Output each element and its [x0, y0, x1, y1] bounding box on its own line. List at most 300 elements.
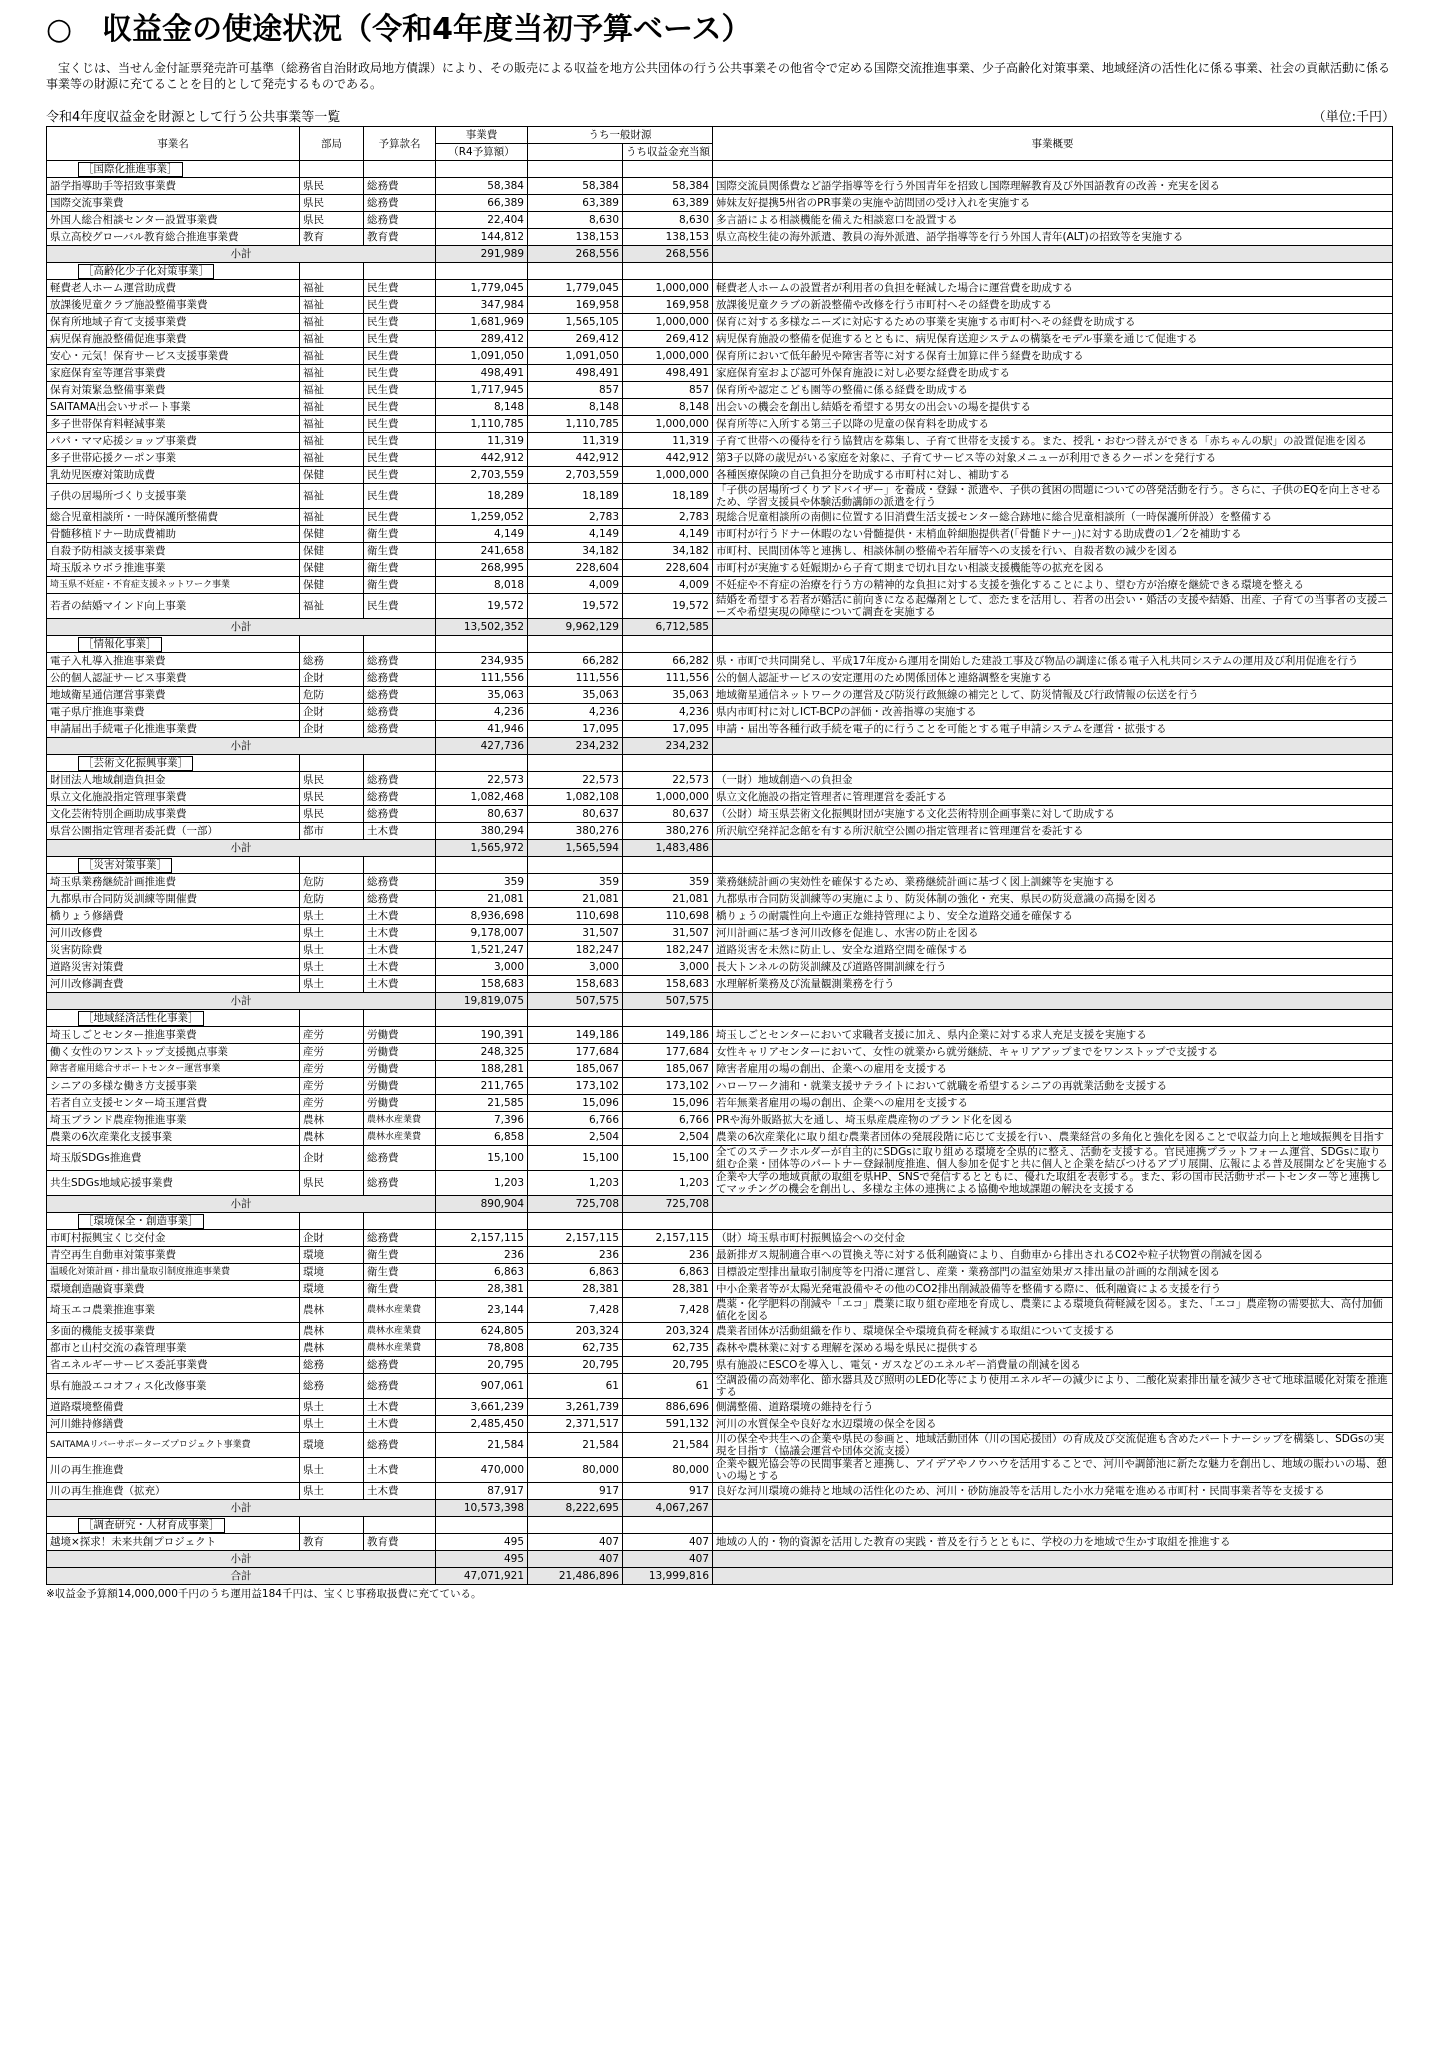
project-name: 病児保育施設整備促進事業費	[47, 331, 300, 348]
project-name: 河川維持修繕費	[47, 1416, 300, 1433]
category-row	[47, 263, 1393, 280]
summary-cell: 河川の水質保全や良好な水辺環境の保全を図る	[713, 1416, 1393, 1433]
empty-cell	[528, 636, 623, 653]
project-table	[46, 126, 1393, 1585]
lottery-cell: 1,000,000	[623, 467, 713, 484]
summary-cell: 空調設備の高効率化、節水器具及び照明のLED化等により使用エネルギーの減少により、二酸化炭素排出量を減少させて地球温暖化対策を推進する	[713, 1374, 1393, 1399]
lottery-cell: 6,766	[623, 1112, 713, 1129]
dept-cell: 県土	[300, 942, 364, 959]
table-row	[47, 1357, 1393, 1374]
table-row	[47, 704, 1393, 721]
general-cell: 80,000	[528, 1458, 623, 1483]
total-cost: 47,071,921	[436, 1568, 528, 1585]
dept-cell: 農林	[300, 1340, 364, 1357]
table-body	[47, 161, 1393, 1585]
dept-cell: 産労	[300, 1078, 364, 1095]
table-row	[47, 560, 1393, 577]
category-cell	[47, 857, 300, 874]
general-cell: 182,247	[528, 942, 623, 959]
table-row	[47, 1095, 1393, 1112]
account-cell: 土木費	[364, 1458, 436, 1483]
empty-cell	[300, 636, 364, 653]
account-cell: 民生費	[364, 416, 436, 433]
cost-cell: 190,391	[436, 1027, 528, 1044]
subtotal-lottery: 6,712,585	[623, 619, 713, 636]
general-cell: 138,153	[528, 229, 623, 246]
lottery-cell: 169,958	[623, 297, 713, 314]
category-label: ［環境保全・創造事業］	[78, 1214, 204, 1229]
dept-cell: 農林	[300, 1129, 364, 1146]
cost-cell: 211,765	[436, 1078, 528, 1095]
subtotal-cost: 890,904	[436, 1196, 528, 1213]
cost-cell: 1,110,785	[436, 416, 528, 433]
lottery-cell: 1,000,000	[623, 348, 713, 365]
account-cell: 総務費	[364, 1230, 436, 1247]
table-row	[47, 670, 1393, 687]
summary-cell: 出会いの機会を創出し結婚を希望する男女の出会いの場を提供する	[713, 399, 1393, 416]
empty-cell	[300, 161, 364, 178]
subtotal-row	[47, 1551, 1393, 1568]
subtotal-row	[47, 1500, 1393, 1517]
summary-cell: 県立高校生徒の海外派遣、教員の海外派遣、語学指導等を行う外国人青年(ALT)の招致等を実施する	[713, 229, 1393, 246]
category-label: ［災害対策事業］	[78, 858, 172, 873]
header-lottery: うち収益金充当額	[623, 144, 713, 161]
lottery-cell: 269,412	[623, 331, 713, 348]
table-row	[47, 433, 1393, 450]
cost-cell: 1,082,468	[436, 789, 528, 806]
account-cell: 民生費	[364, 331, 436, 348]
table-row	[47, 467, 1393, 484]
project-name: 河川改修調査費	[47, 976, 300, 993]
table-row	[47, 195, 1393, 212]
cost-cell: 158,683	[436, 976, 528, 993]
table-row	[47, 1044, 1393, 1061]
general-cell: 2,504	[528, 1129, 623, 1146]
category-cell	[47, 1010, 300, 1027]
table-row	[47, 721, 1393, 738]
empty-cell	[713, 840, 1393, 857]
lottery-cell: 177,684	[623, 1044, 713, 1061]
table-row	[47, 399, 1393, 416]
account-cell: 土木費	[364, 976, 436, 993]
subtotal-label: 小計	[47, 1196, 436, 1213]
general-cell: 1,082,108	[528, 789, 623, 806]
table-row	[47, 416, 1393, 433]
project-name: 県営公園指定管理者委託費（一部）	[47, 823, 300, 840]
cost-cell: 8,148	[436, 399, 528, 416]
account-cell: 農林水産業費	[364, 1340, 436, 1357]
dept-cell: 危防	[300, 874, 364, 891]
cost-cell: 1,681,969	[436, 314, 528, 331]
lottery-cell: 8,148	[623, 399, 713, 416]
general-cell: 8,148	[528, 399, 623, 416]
lottery-cell: 15,096	[623, 1095, 713, 1112]
summary-cell: ハローワーク浦和・就業支援サテライトにおいて就職を希望するシニアの再就業活動を支援する	[713, 1078, 1393, 1095]
dept-cell: 福祉	[300, 331, 364, 348]
empty-cell	[623, 755, 713, 772]
subtotal-cost: 10,573,398	[436, 1500, 528, 1517]
project-name: 障害者雇用総合サポートセンター運営事業	[47, 1061, 300, 1078]
total-general: 21,486,896	[528, 1568, 623, 1585]
subtotal-cost: 1,565,972	[436, 840, 528, 857]
cost-cell: 3,000	[436, 959, 528, 976]
general-cell: 442,912	[528, 450, 623, 467]
account-cell: 総務費	[364, 891, 436, 908]
category-row	[47, 1213, 1393, 1230]
cost-cell: 11,319	[436, 433, 528, 450]
subtotal-general: 8,222,695	[528, 1500, 623, 1517]
project-name: 青空再生自動車対策事業費	[47, 1247, 300, 1264]
account-cell: 衛生費	[364, 1264, 436, 1281]
account-cell: 民生費	[364, 382, 436, 399]
summary-cell: 各種医療保険の自己負担分を助成する市町村に対し、補助する	[713, 467, 1393, 484]
project-name: 温暖化対策計画・排出量取引制度推進事業費	[47, 1264, 300, 1281]
project-name: 多子世帯応援クーポン事業	[47, 450, 300, 467]
project-name: 市町村振興宝くじ交付金	[47, 1230, 300, 1247]
general-cell: 110,698	[528, 908, 623, 925]
empty-cell	[364, 263, 436, 280]
project-name: 県有施設エコオフィス化改修事業	[47, 1374, 300, 1399]
dept-cell: 環境	[300, 1281, 364, 1298]
cost-cell: 23,144	[436, 1298, 528, 1323]
cost-cell: 2,703,559	[436, 467, 528, 484]
unit-label: （単位:千円）	[1312, 110, 1395, 125]
general-cell: 21,081	[528, 891, 623, 908]
dept-cell: 県民	[300, 1171, 364, 1196]
table-row	[47, 1340, 1393, 1357]
cost-cell: 15,100	[436, 1146, 528, 1171]
general-cell: 61	[528, 1374, 623, 1399]
subtotal-lottery: 407	[623, 1551, 713, 1568]
subtotal-cost: 495	[436, 1551, 528, 1568]
summary-cell: 姉妹友好提携5州省のPR事業の実施や訪問団の受け入れを実施する	[713, 195, 1393, 212]
summary-cell: 結婚を希望する若者が婚活に前向きになる起爆剤として、恋たまを活用し、若者の出会い・婚活の支援や結婚、出産、子育ての当事者の支援ニーズや希望実現の障壁について調査を実施する	[713, 594, 1393, 619]
lottery-cell: 203,324	[623, 1323, 713, 1340]
project-name: 公的個人認証サービス事業費	[47, 670, 300, 687]
cost-cell: 22,404	[436, 212, 528, 229]
lottery-cell: 21,584	[623, 1433, 713, 1458]
project-name: 総合児童相談所・一時保護所整備費	[47, 509, 300, 526]
cost-cell: 8,018	[436, 577, 528, 594]
empty-cell	[623, 857, 713, 874]
summary-cell: 企業や観光協会等の民間事業者と連携し、アイデアやノウハウを活用することで、河川や調節池に新たな魅力を創出し、地域の賑わいの場、憩いの場とする	[713, 1458, 1393, 1483]
summary-cell: 側溝整備、道路環境の維持を行う	[713, 1399, 1393, 1416]
cost-cell: 20,795	[436, 1357, 528, 1374]
table-row	[47, 1374, 1393, 1399]
subtotal-cost: 19,819,075	[436, 993, 528, 1010]
header-account: 予算款名	[364, 127, 436, 161]
lottery-cell: 20,795	[623, 1357, 713, 1374]
empty-cell	[623, 161, 713, 178]
category-row	[47, 857, 1393, 874]
dept-cell: 産労	[300, 1095, 364, 1112]
summary-cell: 現総合児童相談所の南側に位置する旧消費生活支援センター総合跡地に総合児童相談所（一時保護所併設）を整備する	[713, 509, 1393, 526]
lottery-cell: 22,573	[623, 772, 713, 789]
project-name: 多子世帯保育料軽減事業	[47, 416, 300, 433]
general-cell: 18,189	[528, 484, 623, 509]
account-cell: 土木費	[364, 1399, 436, 1416]
lottery-cell: 228,604	[623, 560, 713, 577]
general-cell: 173,102	[528, 1078, 623, 1095]
dept-cell: 県民	[300, 806, 364, 823]
account-cell: 民生費	[364, 280, 436, 297]
empty-cell	[623, 1517, 713, 1534]
subtotal-lottery: 234,232	[623, 738, 713, 755]
general-cell: 7,428	[528, 1298, 623, 1323]
dept-cell: 県土	[300, 976, 364, 993]
general-cell: 407	[528, 1534, 623, 1551]
summary-cell: 農業者団体が活動組織を作り、環境保全や環境負荷を軽減する取組について支援する	[713, 1323, 1393, 1340]
cost-cell: 4,149	[436, 526, 528, 543]
summary-cell: 病児保育施設の整備を促進するとともに、病児保育送迎システムの構築をモデル事業を通じて促進する	[713, 331, 1393, 348]
project-name: 県立高校グローバル教育総合推進事業費	[47, 229, 300, 246]
general-cell: 498,491	[528, 365, 623, 382]
summary-cell: 県有施設にESCOを導入し、電気・ガスなどのエネルギー消費量の削減を図る	[713, 1357, 1393, 1374]
subtotal-general: 725,708	[528, 1196, 623, 1213]
empty-cell	[623, 263, 713, 280]
account-cell: 総務費	[364, 1357, 436, 1374]
account-cell: 総務費	[364, 789, 436, 806]
subtotal-lottery: 1,483,486	[623, 840, 713, 857]
general-cell: 228,604	[528, 560, 623, 577]
summary-cell: 全てのステークホルダーが自主的にSDGsに取り組める環境を全県的に整え、活動を支援する。官民連携プラットフォーム運営、SDGsに取り組む企業・団体等のパートナー登録制度推進、個人参加を促すと共に個人と企業を結びつけるアプリ展開、広報による普及展開などを実施する	[713, 1146, 1393, 1171]
total-label: 合計	[47, 1568, 436, 1585]
dept-cell: 福祉	[300, 484, 364, 509]
empty-cell	[436, 857, 528, 874]
table-row	[47, 806, 1393, 823]
lottery-cell: 2,504	[623, 1129, 713, 1146]
general-cell: 58,384	[528, 178, 623, 195]
project-name: 河川改修費	[47, 925, 300, 942]
general-cell: 158,683	[528, 976, 623, 993]
subtotal-label: 小計	[47, 246, 436, 263]
project-name: 埼玉版SDGs推進費	[47, 1146, 300, 1171]
category-row	[47, 755, 1393, 772]
lottery-cell: 2,157,115	[623, 1230, 713, 1247]
empty-cell	[364, 1010, 436, 1027]
account-cell: 民生費	[364, 365, 436, 382]
dept-cell: 保健	[300, 467, 364, 484]
table-row	[47, 1171, 1393, 1196]
general-cell: 4,009	[528, 577, 623, 594]
account-cell: 総務費	[364, 1171, 436, 1196]
general-cell: 31,507	[528, 925, 623, 942]
summary-cell: 橋りょうの耐震性向上や適正な維持管理により、安全な道路交通を確保する	[713, 908, 1393, 925]
general-cell: 80,637	[528, 806, 623, 823]
empty-cell	[713, 738, 1393, 755]
category-cell	[47, 263, 300, 280]
summary-cell: 軽費老人ホームの設置者が利用者の負担を軽減した場合に運営費を助成する	[713, 280, 1393, 297]
table-row	[47, 331, 1393, 348]
empty-cell	[364, 1517, 436, 1534]
empty-cell	[528, 1213, 623, 1230]
cost-cell: 80,637	[436, 806, 528, 823]
general-cell: 380,276	[528, 823, 623, 840]
table-row	[47, 823, 1393, 840]
table-row	[47, 1483, 1393, 1500]
subtotal-row	[47, 1196, 1393, 1213]
dept-cell: 県土	[300, 908, 364, 925]
cost-cell: 268,995	[436, 560, 528, 577]
summary-cell: 農業の6次産業化に取り組む農業者団体の発展段階に応じて支援を行い、農業経営の多角化と強化を図ることで収益力向上と地域振興を目指す	[713, 1129, 1393, 1146]
page-title: ○ 収益金の使途状況（令和4年度当初予算ベース）	[46, 12, 752, 47]
subtotal-lottery: 725,708	[623, 1196, 713, 1213]
cost-cell: 9,178,007	[436, 925, 528, 942]
cost-cell: 907,061	[436, 1374, 528, 1399]
dept-cell: 県土	[300, 1458, 364, 1483]
lottery-cell: 63,389	[623, 195, 713, 212]
cost-cell: 1,521,247	[436, 942, 528, 959]
project-name: SAITAMAリバーサポーターズプロジェクト事業費	[47, 1433, 300, 1458]
table-row	[47, 1146, 1393, 1171]
account-cell: 労働費	[364, 1061, 436, 1078]
dept-cell: 福祉	[300, 348, 364, 365]
summary-cell: 県内市町村に対しICT-BCPの評価・改善指導の実施する	[713, 704, 1393, 721]
general-cell: 4,149	[528, 526, 623, 543]
table-row	[47, 925, 1393, 942]
lottery-cell: 1,000,000	[623, 789, 713, 806]
summary-cell: 保育所において低年齢児や障害者等に対する保育士加算に伴う経費を助成する	[713, 348, 1393, 365]
lottery-cell: 182,247	[623, 942, 713, 959]
empty-cell	[528, 1010, 623, 1027]
empty-cell	[623, 1213, 713, 1230]
dept-cell: 福祉	[300, 509, 364, 526]
summary-cell: 市町村が行うドナー休暇のない骨髄提供・末梢血幹細胞提供者(「骨髄ドナー」)に対する助成費の1／2を補助する	[713, 526, 1393, 543]
lottery-cell: 6,863	[623, 1264, 713, 1281]
lottery-cell: 857	[623, 382, 713, 399]
table-row	[47, 908, 1393, 925]
account-cell: 民生費	[364, 433, 436, 450]
category-label: ［調査研究・人材育成事業］	[78, 1518, 225, 1533]
dept-cell: 県土	[300, 1416, 364, 1433]
dept-cell: 福祉	[300, 594, 364, 619]
account-cell: 総務費	[364, 874, 436, 891]
dept-cell: 危防	[300, 891, 364, 908]
project-name: 国際交流事業費	[47, 195, 300, 212]
intro-text: 宝くじは、当せん金付証票発売許可基準（総務省自治財政局地方債課）により、その販売による収益を地方公共団体の行う公共事業その他省令で定める国際交流推進事業、少子高齢化対策事業、地域経済の活性化に係る事業、社会の貢献活動に係る事業等の財源に充てることを目的として発売するものである。	[46, 61, 1391, 91]
summary-cell: 目標設定型排出量取引制度等を円滑に運営し、産業・業務部門の温室効果ガス排出量の計画的な削減を図る	[713, 1264, 1393, 1281]
project-name: 省エネルギーサービス委託事業費	[47, 1357, 300, 1374]
general-cell: 21,584	[528, 1433, 623, 1458]
dept-cell: 企財	[300, 704, 364, 721]
table-row	[47, 577, 1393, 594]
dept-cell: 県民	[300, 195, 364, 212]
dept-cell: 企財	[300, 1230, 364, 1247]
account-cell: 民生費	[364, 314, 436, 331]
account-cell: 総務費	[364, 1146, 436, 1171]
general-cell: 4,236	[528, 704, 623, 721]
lottery-cell: 80,000	[623, 1458, 713, 1483]
cost-cell: 8,936,698	[436, 908, 528, 925]
table-row	[47, 653, 1393, 670]
category-row	[47, 636, 1393, 653]
dept-cell: 危防	[300, 687, 364, 704]
table-row	[47, 509, 1393, 526]
empty-cell	[300, 1213, 364, 1230]
cost-cell: 66,389	[436, 195, 528, 212]
account-cell: 総務費	[364, 653, 436, 670]
project-name: 九都県市合同防災訓練等開催費	[47, 891, 300, 908]
summary-cell: 県・市町で共同開発し、平成17年度から運用を開始した建設工事及び物品の調達に係る電子入札共同システムの運用及び利用促進を行う	[713, 653, 1393, 670]
empty-cell	[528, 1517, 623, 1534]
summary-cell: 家庭保育室および認可外保育施設に対し必要な経費を助成する	[713, 365, 1393, 382]
project-name: 若者の結婚マインド向上事業	[47, 594, 300, 619]
project-name: 埼玉しごとセンター推進事業費	[47, 1027, 300, 1044]
summary-cell: 良好な河川環境の維持と地域の活性化のため、河川・砂防施設等を活用した小水力発電を進める市町村・民間事業者等を支援する	[713, 1483, 1393, 1500]
cost-cell: 289,412	[436, 331, 528, 348]
empty-cell	[713, 755, 1393, 772]
dept-cell: 農林	[300, 1323, 364, 1340]
account-cell: 労働費	[364, 1078, 436, 1095]
project-name: 川の再生推進費（拡充）	[47, 1483, 300, 1500]
general-cell: 6,766	[528, 1112, 623, 1129]
general-cell: 2,783	[528, 509, 623, 526]
dept-cell: 保健	[300, 543, 364, 560]
general-cell: 35,063	[528, 687, 623, 704]
lottery-cell: 15,100	[623, 1146, 713, 1171]
project-name: 埼玉版ネウボラ推進事業	[47, 560, 300, 577]
lottery-cell: 173,102	[623, 1078, 713, 1095]
summary-cell: 申請・届出等各種行政手続を電子的に行うことを可能とする電子申請システムを運営・拡張する	[713, 721, 1393, 738]
cost-cell: 58,384	[436, 178, 528, 195]
category-label: ［高齢化少子化対策事業］	[78, 264, 214, 279]
account-cell: 総務費	[364, 687, 436, 704]
account-cell: 衛生費	[364, 560, 436, 577]
table-row	[47, 1399, 1393, 1416]
summary-cell: 最新排ガス規制適合車への買換え等に対する低利融資により、自動車から排出されるCO2や粒子状物質の削減を図る	[713, 1247, 1393, 1264]
empty-cell	[436, 1213, 528, 1230]
lottery-cell: 19,572	[623, 594, 713, 619]
table-row	[47, 450, 1393, 467]
header-dept: 部局	[300, 127, 364, 161]
account-cell: 土木費	[364, 959, 436, 976]
empty-cell	[436, 755, 528, 772]
table-row	[47, 1112, 1393, 1129]
project-name: 財団法人地域創造負担金	[47, 772, 300, 789]
general-cell: 3,000	[528, 959, 623, 976]
dept-cell: 環境	[300, 1264, 364, 1281]
project-name: 川の再生推進費	[47, 1458, 300, 1483]
cost-cell: 7,396	[436, 1112, 528, 1129]
dept-cell: 福祉	[300, 297, 364, 314]
table-row	[47, 1534, 1393, 1551]
empty-cell	[713, 161, 1393, 178]
subtotal-label: 小計	[47, 1500, 436, 1517]
cost-cell: 6,863	[436, 1264, 528, 1281]
cost-cell: 2,485,450	[436, 1416, 528, 1433]
table-caption-row	[46, 110, 1395, 126]
general-cell: 2,703,559	[528, 467, 623, 484]
dept-cell: 総務	[300, 653, 364, 670]
summary-cell: 九都県市合同防災訓練等の実施により、防災体制の強化・充実、県民の防災意識の高揚を図る	[713, 891, 1393, 908]
summary-cell: 女性キャリアセンターにおいて、女性の就業から就労継続、キャリアアップまでをワンストップで支援する	[713, 1044, 1393, 1061]
summary-cell: 森林や農林業に対する理解を深める場を県民に提供する	[713, 1340, 1393, 1357]
project-name: 道路環境整備費	[47, 1399, 300, 1416]
summary-cell: 地域の人的・物的資源を活用した教育の実践・普及を行うとともに、学校の力を地域で生かす取組を推進する	[713, 1534, 1393, 1551]
dept-cell: 福祉	[300, 416, 364, 433]
project-name: 乳幼児医療対策助成費	[47, 467, 300, 484]
account-cell: 土木費	[364, 1483, 436, 1500]
project-name: 語学指導助手等招致事業費	[47, 178, 300, 195]
project-name: シニアの多様な働き方支援事業	[47, 1078, 300, 1095]
project-name: 埼玉ブランド農産物推進事業	[47, 1112, 300, 1129]
table-row	[47, 942, 1393, 959]
lottery-cell: 2,783	[623, 509, 713, 526]
lottery-cell: 61	[623, 1374, 713, 1399]
lottery-cell: 380,276	[623, 823, 713, 840]
project-name: 保育対策緊急整備事業費	[47, 382, 300, 399]
project-name: 県立文化施設指定管理事業費	[47, 789, 300, 806]
